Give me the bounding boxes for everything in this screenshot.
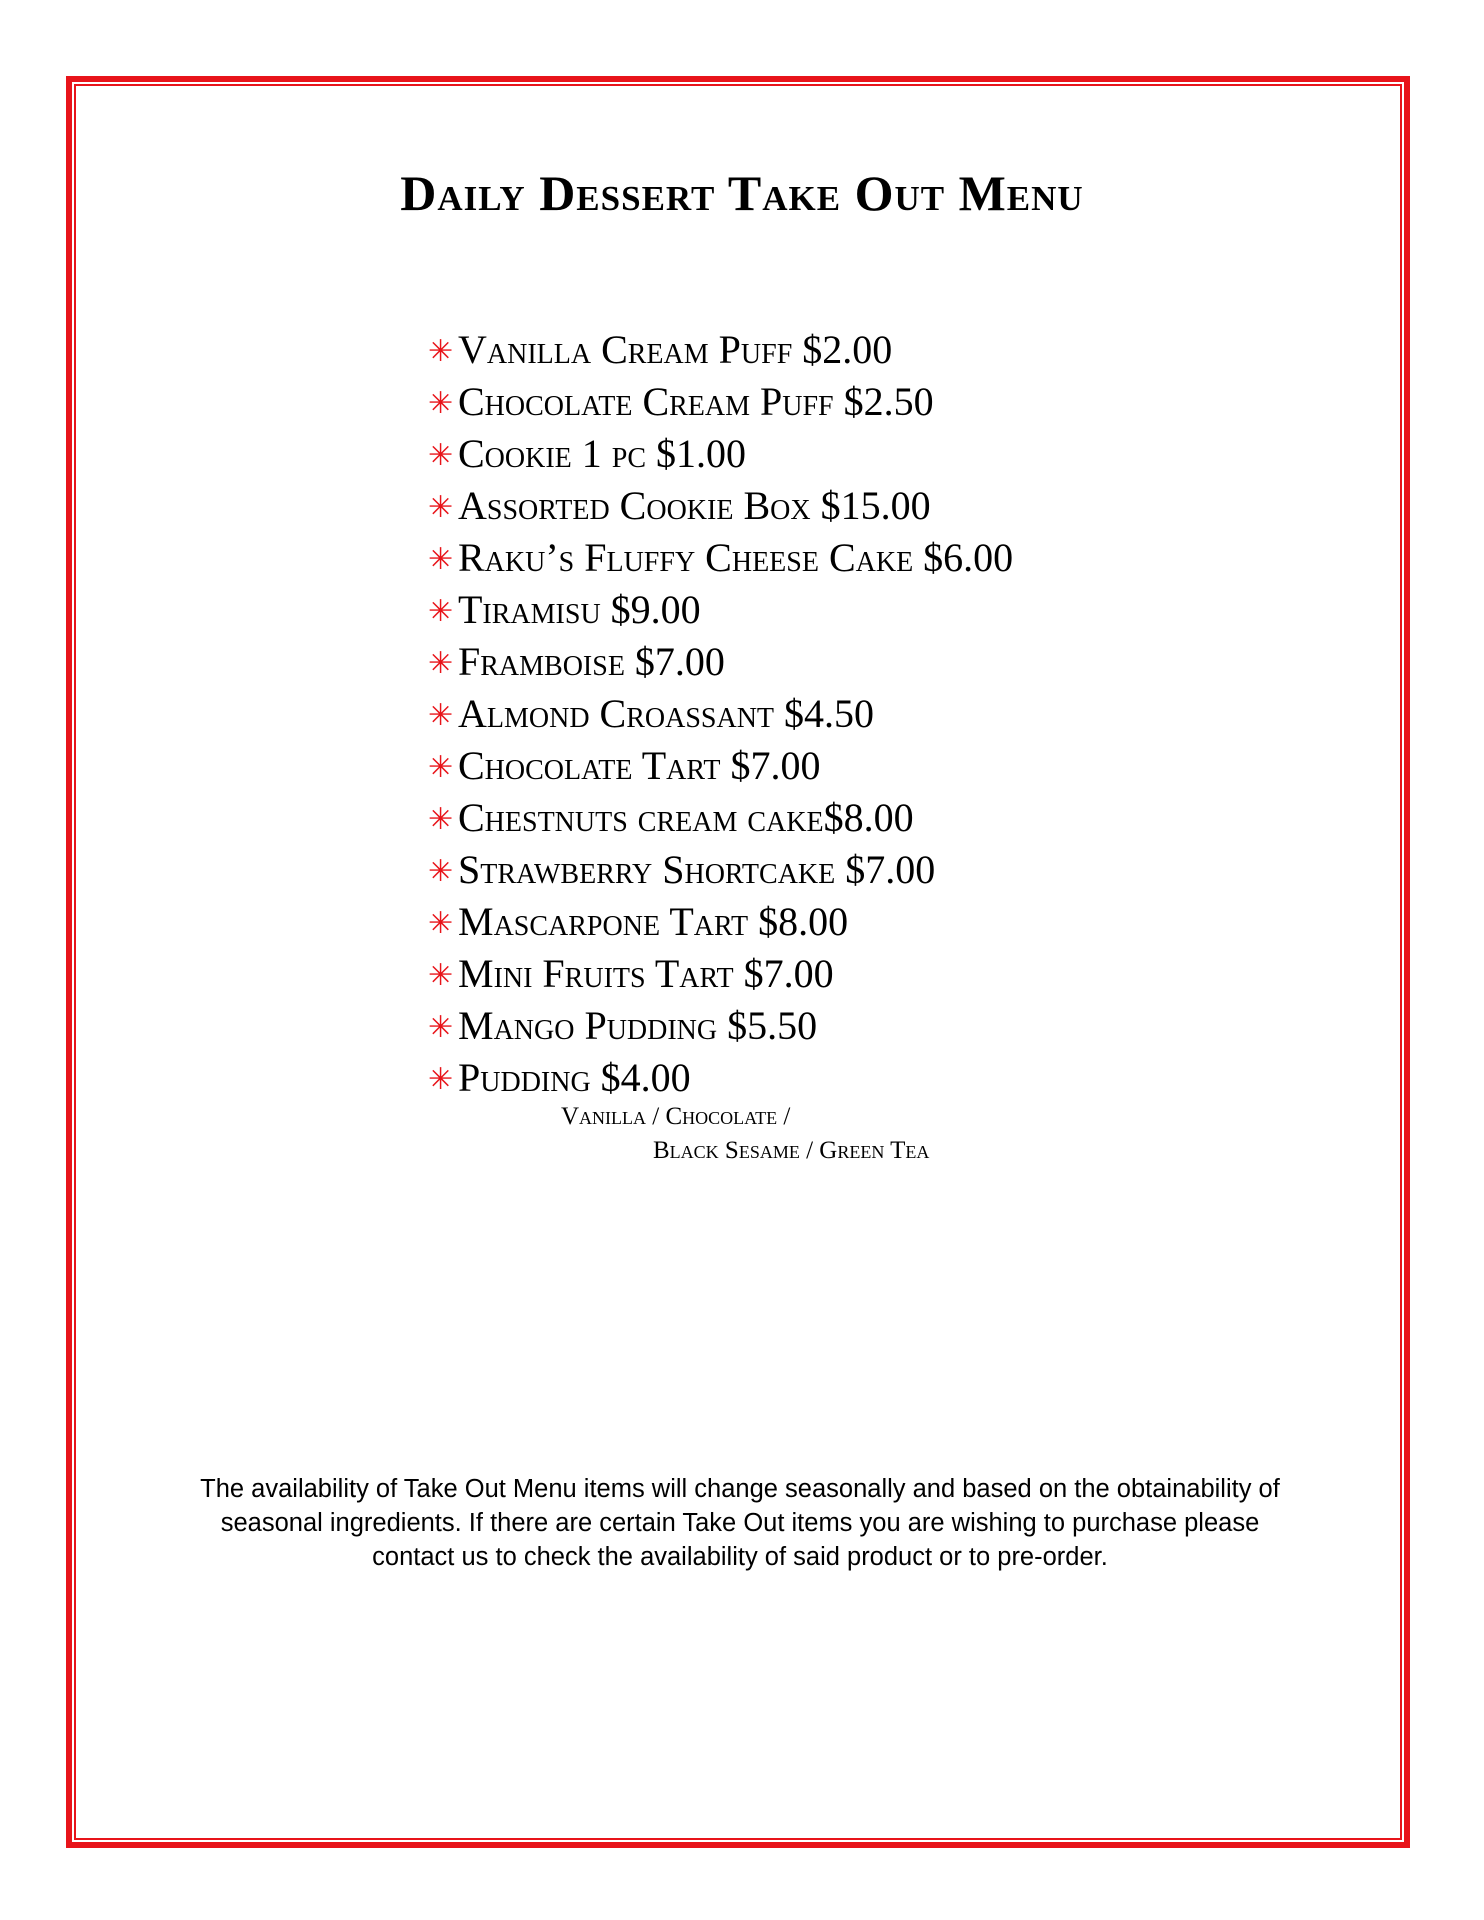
menu-item-text: Pudding $4.00 (458, 1055, 691, 1100)
menu-item-text: Strawberry Shortcake $7.00 (458, 847, 936, 892)
menu-item (428, 740, 1013, 792)
asterisk-icon: ✳ (428, 906, 454, 941)
page-title: Daily Dessert Take Out Menu (400, 165, 1084, 221)
asterisk-icon: ✳ (428, 1062, 454, 1097)
asterisk-icon: ✳ (428, 802, 454, 837)
menu-item-text: Mini Fruits Tart $7.00 (458, 951, 834, 996)
availability-note: The availability of Take Out Menu items will change seasonally and based on the obtainability of seasonal ingredients. If there are certain Take Out items you are wishing to purchase please contact us to check the availability of said product or to pre-order. (200, 1475, 1280, 1571)
asterisk-icon: ✳ (428, 698, 454, 733)
menu-item-text: Framboise $7.00 (458, 639, 725, 684)
menu-item (428, 532, 1013, 584)
menu-item (428, 948, 1013, 1000)
menu-item (428, 896, 1013, 948)
menu-item-text: Vanilla Cream Puff $2.00 (458, 327, 893, 372)
menu-item-text: Tiramisu $9.00 (458, 587, 701, 632)
menu-item-text: Chocolate Tart $7.00 (458, 743, 821, 788)
menu-item (428, 428, 1013, 480)
menu-item-text: Chestnuts cream cake$8.00 (458, 795, 914, 840)
menu-item (428, 584, 1013, 636)
asterisk-icon: ✳ (428, 490, 454, 525)
menu-item (428, 324, 1013, 376)
menu-item-text: Mango Pudding $5.50 (458, 1003, 818, 1048)
asterisk-icon: ✳ (428, 542, 454, 577)
menu-item-text: Chocolate Cream Puff $2.50 (458, 379, 934, 424)
asterisk-icon: ✳ (428, 438, 454, 473)
menu-item-text: Assorted Cookie Box $15.00 (458, 483, 931, 528)
menu-item (428, 636, 1013, 688)
asterisk-icon: ✳ (428, 1010, 454, 1045)
menu-item (428, 688, 1013, 740)
pudding-flavors-line-1: Vanilla / Chocolate / (561, 1103, 791, 1130)
dessert-menu-list (428, 324, 1013, 1104)
menu-item-text: Raku’s Fluffy Cheese Cake $6.00 (458, 535, 1014, 580)
menu-item (428, 376, 1013, 428)
menu-item (428, 1052, 1013, 1104)
asterisk-icon: ✳ (428, 386, 454, 421)
asterisk-icon: ✳ (428, 750, 454, 785)
pudding-flavors-line-2: Black Sesame / Green Tea (653, 1137, 930, 1164)
menu-item (428, 1000, 1013, 1052)
asterisk-icon: ✳ (428, 594, 454, 629)
asterisk-icon: ✳ (428, 646, 454, 681)
menu-item-text: Mascarpone Tart $8.00 (458, 899, 849, 944)
menu-item (428, 844, 1013, 896)
asterisk-icon: ✳ (428, 334, 454, 369)
asterisk-icon: ✳ (428, 854, 454, 889)
menu-item (428, 480, 1013, 532)
menu-item-text: Cookie 1 pc $1.00 (458, 431, 747, 476)
menu-item-text: Almond Croassant $4.50 (458, 691, 875, 736)
asterisk-icon: ✳ (428, 958, 454, 993)
menu-item (428, 792, 1013, 844)
